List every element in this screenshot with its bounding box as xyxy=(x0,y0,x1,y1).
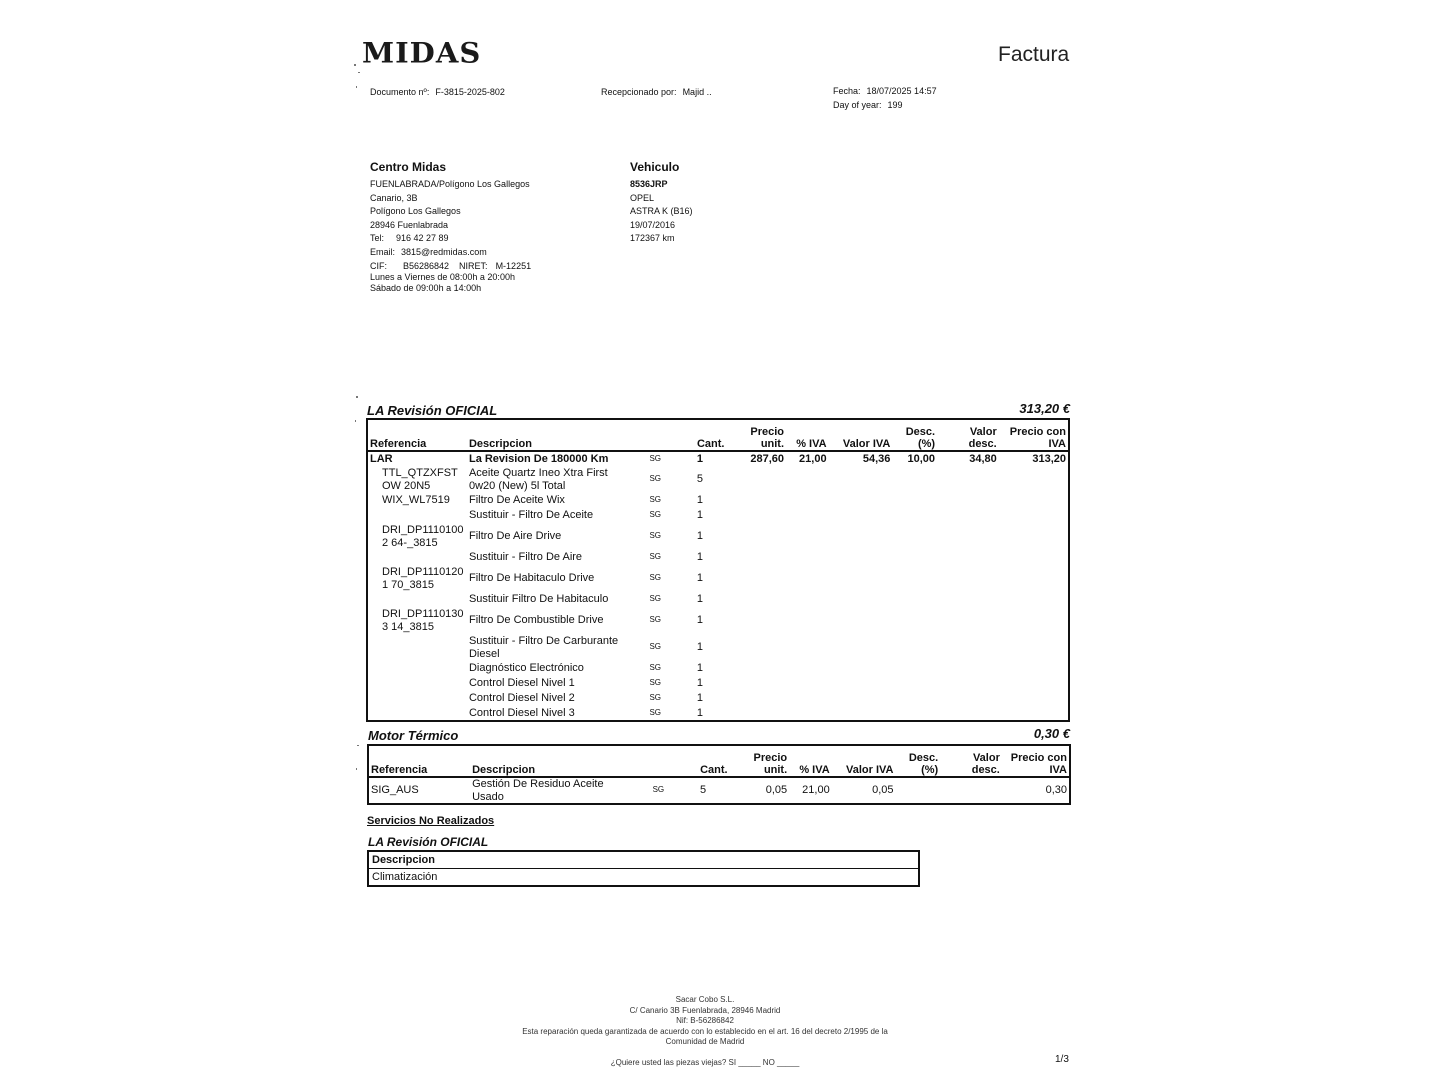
col-valor-desc-1: Valor xyxy=(969,426,997,438)
table-row xyxy=(368,777,1070,804)
col-precio xyxy=(726,419,786,451)
row-cant: 1 xyxy=(696,452,703,465)
footer-company: Sacar Cobo S.L. xyxy=(675,995,735,1004)
footer-guarantee-2: Comunidad de Madrid xyxy=(665,1037,745,1046)
col-unit xyxy=(640,745,676,777)
row-iva: 21,00 xyxy=(802,784,830,797)
footer-address: C/ Canario 3B Fuenlabrada, 28946 Madrid xyxy=(629,1005,781,1015)
fecha xyxy=(833,86,937,96)
row-unit: SG xyxy=(649,663,661,673)
row-cant: 1 xyxy=(696,662,703,675)
row-valor-desc: 34,80 xyxy=(969,452,997,465)
centro-address xyxy=(370,178,531,294)
col-valor-iva: Valor IVA xyxy=(829,419,893,451)
day-value: 199 xyxy=(887,100,903,110)
table-row xyxy=(367,523,1069,550)
row-cant: 1 xyxy=(696,706,703,719)
row-desc: Filtro De Aire Drive xyxy=(468,530,562,543)
col-desc-1: Desc. xyxy=(908,752,939,764)
row-ref: LAR xyxy=(370,452,393,465)
row-unit: SG xyxy=(652,785,665,795)
scan-speck xyxy=(357,745,359,746)
centro-line: Polígono Los Gallegos xyxy=(370,206,461,217)
vehiculo-model: ASTRA K (B16) xyxy=(630,206,693,217)
row-unit: SG xyxy=(649,707,661,717)
row-empty xyxy=(726,550,1069,565)
scan-speck xyxy=(358,72,360,73)
row-ref: DRI_DP11101201 70_3815 xyxy=(382,566,464,591)
scan-speck xyxy=(354,64,356,66)
section-title: LA Revisión OFICIAL xyxy=(367,403,498,418)
row-ref xyxy=(367,550,467,565)
table-row xyxy=(367,592,1069,607)
fecha-label: Fecha: xyxy=(833,86,861,96)
col-iva: % IVA xyxy=(789,745,832,777)
table-header-row xyxy=(368,851,919,869)
centro-hours-weekday: Lunes a Viernes de 08:00h a 20:00h xyxy=(370,271,515,282)
row-desc-pct: 10,00 xyxy=(907,452,936,465)
centro-email xyxy=(370,246,531,260)
col-desc-2: (%) xyxy=(917,438,936,450)
documento-value: F-3815-2025-802 xyxy=(435,87,505,97)
old-parts-question: ¿Quiere usted las piezas viejas? SI _____ NO _____ xyxy=(610,1058,800,1067)
col-valor-desc xyxy=(940,745,1002,777)
row-empty xyxy=(726,466,1069,493)
row-empty xyxy=(726,493,1069,508)
row-desc: Filtro De Aceite Wix xyxy=(468,494,565,507)
table-row xyxy=(367,565,1069,592)
no-realizados-table xyxy=(367,850,920,887)
recepcionado xyxy=(601,87,712,97)
centro-hours-saturday: Sábado de 09:00h a 14:00h xyxy=(370,282,482,293)
row-desc: La Revision De 180000 Km xyxy=(468,452,609,465)
col-valor-desc-2: desc. xyxy=(968,438,997,450)
table-row xyxy=(367,691,1069,706)
row-empty xyxy=(726,676,1069,691)
row-desc: Diagnóstico Electrónico xyxy=(468,662,584,675)
col-cant: Cant. xyxy=(673,419,726,451)
recepcionado-label: Recepcionado por: xyxy=(601,87,677,97)
row-desc: Climatización xyxy=(372,871,438,883)
col-valor-desc xyxy=(937,419,999,451)
vehiculo-details xyxy=(630,178,693,246)
col-precio-con-2: IVA xyxy=(1049,764,1067,776)
col-valor-desc-1: Valor xyxy=(972,752,1000,764)
row-ref: DRI_DP11101002 64-_3815 xyxy=(382,524,464,549)
row-cant: 1 xyxy=(696,572,703,585)
row-valor-iva: 0,05 xyxy=(872,784,894,797)
row-precio: 287,60 xyxy=(750,452,785,465)
row-desc: Control Diesel Nivel 2 xyxy=(468,692,575,705)
row-desc: Sustituir - Filtro De Carburante Diesel xyxy=(468,635,619,660)
col-cant: Cant. xyxy=(676,745,729,777)
recepcionado-value: Majid .. xyxy=(682,87,712,97)
table-row xyxy=(367,508,1069,523)
col-unit xyxy=(637,419,673,451)
table-header-row xyxy=(368,745,1070,777)
fecha-value: 18/07/2025 14:57 xyxy=(866,86,937,96)
footer xyxy=(480,995,930,1048)
row-ref: SIG_AUS xyxy=(371,784,419,797)
table-row xyxy=(367,493,1069,508)
col-referencia: Referencia xyxy=(367,419,467,451)
col-desc-1: Desc. xyxy=(905,426,936,438)
row-desc: Sustituir - Filtro De Aceite xyxy=(468,509,594,522)
row-cant: 1 xyxy=(696,692,703,705)
section-title: Motor Térmico xyxy=(368,728,459,743)
row-empty xyxy=(726,523,1069,550)
row-cant: 5 xyxy=(696,473,703,486)
row-desc: Gestión De Residuo Aceite Usado xyxy=(472,778,604,803)
table-row xyxy=(368,869,919,887)
tel-label: Tel: xyxy=(370,233,385,244)
col-precio-con-1: Precio con xyxy=(1009,426,1066,438)
col-precio-con-iva xyxy=(999,419,1069,451)
row-cant: 1 xyxy=(696,494,703,507)
vehiculo-km: 172367 km xyxy=(630,233,675,244)
row-total: 313,20 xyxy=(1032,452,1066,465)
row-desc: Control Diesel Nivel 3 xyxy=(468,706,575,719)
row-unit: SG xyxy=(649,531,661,541)
centro-line: 28946 Fuenlabrada xyxy=(370,219,449,230)
row-empty xyxy=(726,592,1069,607)
row-ref xyxy=(367,634,467,661)
row-desc: Sustituir Filtro De Habitaculo xyxy=(468,593,609,606)
footer-guarantee: Esta reparación queda garantizada de acuerdo con lo establecido en el art. 16 del decreto 2/1995 de la xyxy=(522,1026,888,1036)
row-cant: 1 xyxy=(696,509,703,522)
col-referencia: Referencia xyxy=(368,745,470,777)
col-precio-con-1: Precio con xyxy=(1010,752,1067,764)
row-empty xyxy=(726,565,1069,592)
row-ref xyxy=(367,706,467,721)
col-desc xyxy=(892,419,937,451)
row-unit: SG xyxy=(649,693,661,703)
section-total: 313,20 € xyxy=(1019,401,1070,416)
row-unit: SG xyxy=(649,510,661,520)
row-empty xyxy=(726,706,1069,721)
row-iva: 21,00 xyxy=(799,452,827,465)
scan-speck xyxy=(356,768,357,770)
centro-cif xyxy=(370,260,531,272)
centro-line: Canario, 3B xyxy=(370,192,418,203)
centro-line: FUENLABRADA/Polígono Los Gallegos xyxy=(370,179,530,189)
row-cant: 1 xyxy=(696,530,703,543)
email-value: 3815@redmidas.com xyxy=(401,246,487,257)
row-total: 0,30 xyxy=(1045,784,1067,797)
table-row xyxy=(367,466,1069,493)
col-desc xyxy=(896,745,941,777)
documento-number xyxy=(370,87,505,97)
col-valor-iva: Valor IVA xyxy=(832,745,896,777)
row-empty xyxy=(726,661,1069,676)
cif-label: CIF: xyxy=(370,260,387,271)
row-valor-desc xyxy=(940,777,1002,804)
col-descripcion: Descripcion xyxy=(467,419,637,451)
col-precio-con-iva xyxy=(1002,745,1070,777)
row-cant: 1 xyxy=(696,641,703,654)
page-number: 1/3 xyxy=(1055,1054,1069,1065)
vehiculo-title: Vehiculo xyxy=(630,160,680,174)
footer-nif: Nif: B-56286842 xyxy=(676,1016,734,1025)
table-row xyxy=(367,676,1069,691)
row-desc: Control Diesel Nivel 1 xyxy=(468,677,575,690)
col-valor-desc-2: desc. xyxy=(971,764,1000,776)
scan-speck xyxy=(356,86,357,88)
tel-value: 916 42 27 89 xyxy=(396,233,449,244)
row-unit: SG xyxy=(649,678,661,688)
table-row xyxy=(367,550,1069,565)
row-unit: SG xyxy=(649,594,661,604)
no-realizados-subtitle: LA Revisión OFICIAL xyxy=(368,835,489,849)
table-row xyxy=(367,607,1069,634)
col-iva: % IVA xyxy=(786,419,829,451)
row-unit: SG xyxy=(649,474,661,484)
row-unit: SG xyxy=(649,453,661,463)
row-empty xyxy=(726,607,1069,634)
row-empty xyxy=(726,508,1069,523)
col-precio-1: Precio xyxy=(753,752,788,764)
row-ref: WIX_WL7519 xyxy=(382,494,450,507)
scan-speck xyxy=(355,420,356,422)
col-descripcion: Descripcion xyxy=(368,851,919,869)
document-title: Factura xyxy=(998,43,1070,66)
table-row xyxy=(367,661,1069,676)
items-table xyxy=(367,744,1071,805)
col-descripcion: Descripcion xyxy=(470,745,640,777)
row-ref: DRI_DP11101303 14_3815 xyxy=(382,608,464,633)
midas-logo: MIDAS xyxy=(362,36,482,70)
items-table xyxy=(366,418,1070,722)
table-row xyxy=(367,451,1069,466)
table-header-row xyxy=(367,419,1069,451)
row-ref: TTL_QTZXFSTOW 20N5 xyxy=(382,467,458,492)
row-ref xyxy=(367,508,467,523)
row-cant: 1 xyxy=(696,593,703,606)
documento-label: Documento nº: xyxy=(370,87,430,97)
row-precio: 0,05 xyxy=(765,784,788,797)
row-cant: 1 xyxy=(696,677,703,690)
scan-speck xyxy=(356,396,358,398)
table-row xyxy=(367,634,1069,661)
vehiculo-date: 19/07/2016 xyxy=(630,219,676,230)
row-desc: Filtro De Combustible Drive xyxy=(468,614,604,627)
row-desc: Filtro De Habitaculo Drive xyxy=(468,572,595,585)
row-cant: 5 xyxy=(699,784,707,797)
row-unit: SG xyxy=(649,573,661,583)
row-unit: SG xyxy=(649,615,661,625)
day-label: Day of year: xyxy=(833,100,882,110)
table-row xyxy=(367,706,1069,721)
row-desc-pct xyxy=(896,777,941,804)
col-precio-2: unit. xyxy=(763,764,788,776)
row-empty xyxy=(726,634,1069,661)
cif-value: B56286842 xyxy=(403,260,450,271)
row-unit: SG xyxy=(649,495,661,505)
col-precio xyxy=(730,745,790,777)
row-unit: SG xyxy=(649,642,661,652)
day-of-year xyxy=(833,100,903,110)
niret-value: M-12251 xyxy=(495,260,532,271)
col-precio-con-2: IVA xyxy=(1048,438,1066,450)
row-unit: SG xyxy=(649,552,661,562)
row-ref xyxy=(367,592,467,607)
centro-title: Centro Midas xyxy=(370,160,447,174)
col-desc-2: (%) xyxy=(921,764,939,776)
row-desc: Sustituir - Filtro De Aire xyxy=(468,551,583,564)
row-cant: 1 xyxy=(696,551,703,564)
no-realizados-title: Servicios No Realizados xyxy=(367,815,495,827)
row-desc: Aceite Quartz Ineo Xtra First 0w20 (New) 5l Total xyxy=(468,467,608,492)
section-total: 0,30 € xyxy=(1033,726,1070,741)
niret-label: NIRET: xyxy=(459,260,488,271)
col-precio-2: unit. xyxy=(760,438,785,450)
col-precio-1: Precio xyxy=(750,426,785,438)
vehiculo-plate: 8536JRP xyxy=(630,179,668,189)
row-cant: 1 xyxy=(696,614,703,627)
row-ref xyxy=(367,676,467,691)
row-ref xyxy=(367,661,467,676)
centro-tel xyxy=(370,232,531,246)
email-label: Email: xyxy=(370,246,396,257)
row-ref xyxy=(367,691,467,706)
vehiculo-brand: OPEL xyxy=(630,192,655,203)
row-valor-iva: 54,36 xyxy=(862,452,891,465)
row-empty xyxy=(726,691,1069,706)
